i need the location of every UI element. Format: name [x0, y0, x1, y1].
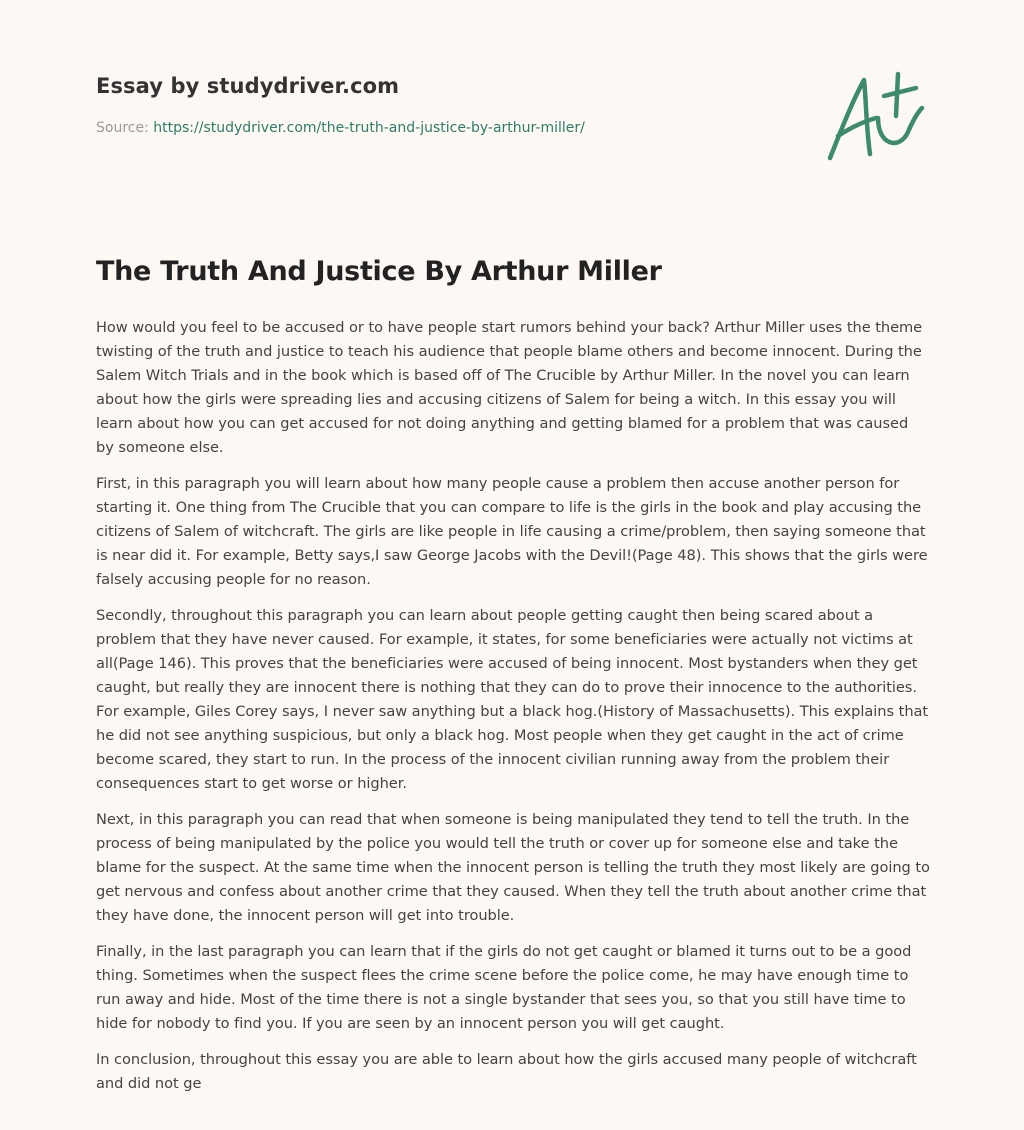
essay-paragraph: In conclusion, throughout this essay you are able to learn about how the girls accused many people of witchcraft and did not ge	[96, 1051, 917, 1092]
source-line	[96, 120, 796, 136]
essay-paragraph: How would you feel to be accused or to have people start rumors behind your back? Arthur Miller uses the theme twisting of the truth and justice to teach his audience that people blame others and become innocent. During the Salem Witch Trials and in the book which is based off of The Crucible by Arthur Miller. In the novel you can learn about how the girls were spreading lies and accusing citizens of Salem for being a witch. In this essay you will learn about how you can get accused for not doing anything and getting blamed for a problem that was caused by someone else.	[96, 319, 923, 456]
essay-title: The Truth And Justice By Arthur Miller	[96, 256, 662, 287]
a-plus-icon	[820, 66, 930, 166]
essay-paragraph: Secondly, throughout this paragraph you can learn about people getting caught then being scared about a problem that they have never caused. For example, it states, for some beneficiaries were actually not victims at all(Page 146). This proves that the beneficiaries were accused of being innocent. Most bystanders when they get caught, but really they are innocent there is nothing that they can do to prove their innocence to the authorities. For example, Giles Corey says, I never saw anything but a black hog.(History of Massachusetts). This explains that he did not see anything suspicious, but only a black hog. Most people when they get caught in the act of crime become scared, they start to run. In the process of the innocent civilian running away from the problem their consequences start to get worse or higher.	[96, 607, 929, 792]
brand-title: Essay by studydriver.com	[96, 74, 400, 98]
essay-paragraph: Next, in this paragraph you can read that when someone is being manipulated they tend to tell the truth. In the process of being manipulated by the police you would tell the truth or cover up for someone else and take the blame for the suspect. At the same time when the innocent person is telling the truth they most likely are going to get nervous and confess about another crime that they caused. When they tell the truth about another crime that they have done, the innocent person will get into trouble.	[96, 811, 930, 924]
essay-body	[96, 316, 930, 1108]
essay-paragraph: First, in this paragraph you will learn about how many people cause a problem then accuse another person for starting it. One thing from The Crucible that you can compare to life is the girls in the book and play accusing the citizens of Salem of witchcraft. The girls are like people in life causing a crime/problem, then saying someone that is near did it. For example, Betty says,I saw George Jacobs with the Devil!(Page 48). This shows that the girls were falsely accusing people for no reason.	[96, 475, 928, 588]
source-link[interactable]: https://studydriver.com/the-truth-and-justice-by-arthur-miller/	[153, 120, 585, 136]
essay-paragraph: Finally, in the last paragraph you can learn that if the girls do not get caught or blamed it turns out to be a good thing. Sometimes when the suspect flees the crime scene before the police come, he may have enough time to run away and hide. Most of the time there is not a single bystander that sees you, so that you still have time to hide for nobody to find you. If you are seen by an innocent person you will get caught.	[96, 943, 912, 1032]
source-label: Source:	[96, 120, 154, 136]
page-header	[96, 74, 796, 136]
